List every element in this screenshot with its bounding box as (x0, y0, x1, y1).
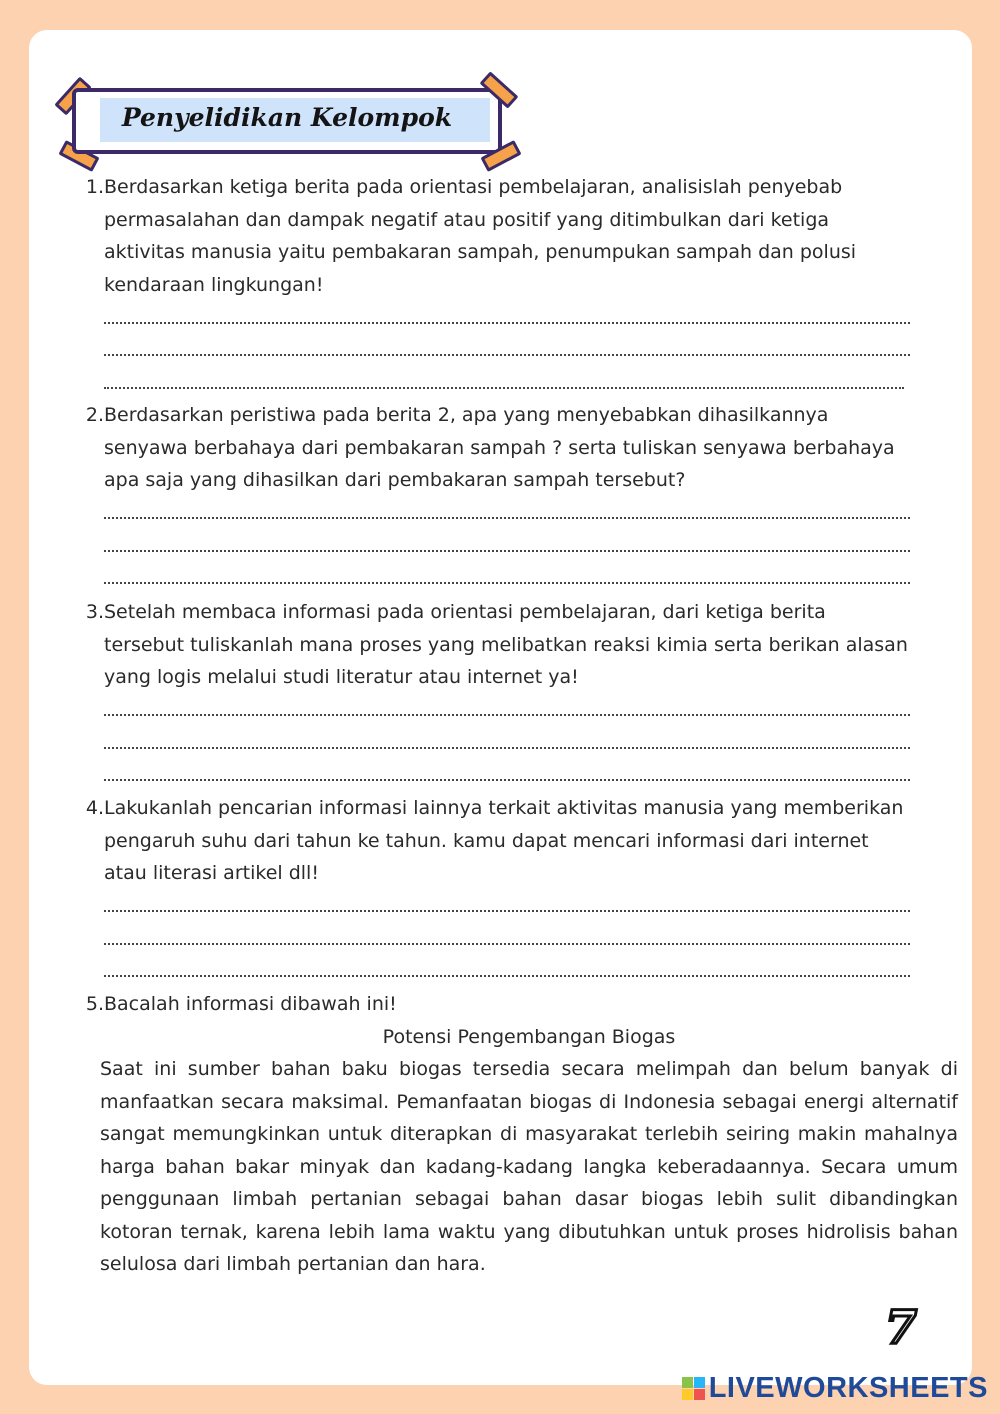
question-number: 3. (85, 601, 104, 623)
question-number: 2. (85, 404, 104, 426)
question-text: Berdasarkan peristiwa pada berita 2, apa yang menyebabkan dihasilkannya senyawa berbahaya dari pembakaran sampah ? serta tuliskan senyawa berbahaya apa saja yang dihasilkan dari pembakaran sampah tersebut? (104, 404, 895, 491)
reading-body: Saat ini sumber bahan baku biogas tersedia secara melimpah dan belum banyak di manfaatkan secara maksimal. Pemanfaatan biogas di Indonesia sebagai energi alternatif sangat memungkinkan untuk diterapkan di masyarakat terlebih seiring makin mahalnya harga bahan bakar minyak dan kadang-kadang langka keberadaannya. Secara umum penggunaan limbah pertanian sebagai bahan dasar biogas lebih sulit dibandingkan kotoran ternak, karena lebih lama waktu yang dibutuhkan untuk proses hidrolisis bahan selulosa dari limbah pertanian dan hara. (100, 1058, 958, 1275)
question-number: 5. (85, 993, 104, 1015)
question-text: Lakukanlah pencarian informasi lainnya terkait aktivitas manusia yang memberikan pengaruh suhu dari tahun ke tahun. kamu dapat mencari informasi dari internet atau literasi artikel dll! (104, 797, 904, 884)
answer-line[interactable] (104, 487, 910, 520)
answer-line[interactable] (104, 912, 910, 945)
question-text: Setelah membaca informasi pada orientasi pembelajaran, dari ketiga berita tersebut tuliskanlah mana proses yang melibatkan reaksi kimia serta berikan alasan yang logis melalui studi literatur atau internet ya! (104, 601, 908, 688)
liveworksheets-logo-icon (682, 1377, 705, 1400)
question-4 (80, 792, 910, 987)
question-text: Bacalah informasi dibawah ini! (104, 993, 397, 1015)
answer-line[interactable] (104, 552, 910, 585)
brand-footer[interactable] (682, 1372, 988, 1405)
question-number: 1. (85, 176, 104, 198)
question-5 (80, 988, 910, 1021)
answer-line[interactable] (104, 684, 910, 717)
answer-line[interactable] (104, 945, 910, 978)
title-banner (72, 88, 502, 154)
answer-line[interactable] (104, 749, 910, 782)
question-text: Berdasarkan ketiga berita pada orientasi pembelajaran, analisislah penyebab permasalahan dan dampak negatif atau positif yang ditimbulkan dari ketiga aktivitas manusia yaitu pembakaran sampah, penumpukan sampah dan polusi kendaraan lingkungan! (104, 176, 857, 296)
answer-line[interactable] (104, 880, 910, 913)
page-number: 7 (885, 1300, 918, 1354)
question-1 (80, 171, 910, 399)
answer-line[interactable] (104, 519, 910, 552)
question-2 (80, 399, 910, 594)
reading-title: Potensi Pengembangan Biogas (382, 1026, 676, 1048)
question-3 (80, 596, 910, 791)
answer-line[interactable] (104, 716, 910, 749)
answer-line[interactable] (104, 324, 910, 357)
page-title: Penyelidikan Kelompok (121, 103, 453, 132)
answer-line[interactable] (104, 291, 910, 324)
answer-line[interactable] (104, 356, 904, 389)
question-number: 4. (85, 797, 104, 819)
brand-name: LIVEWORKSHEETS (708, 1372, 988, 1404)
